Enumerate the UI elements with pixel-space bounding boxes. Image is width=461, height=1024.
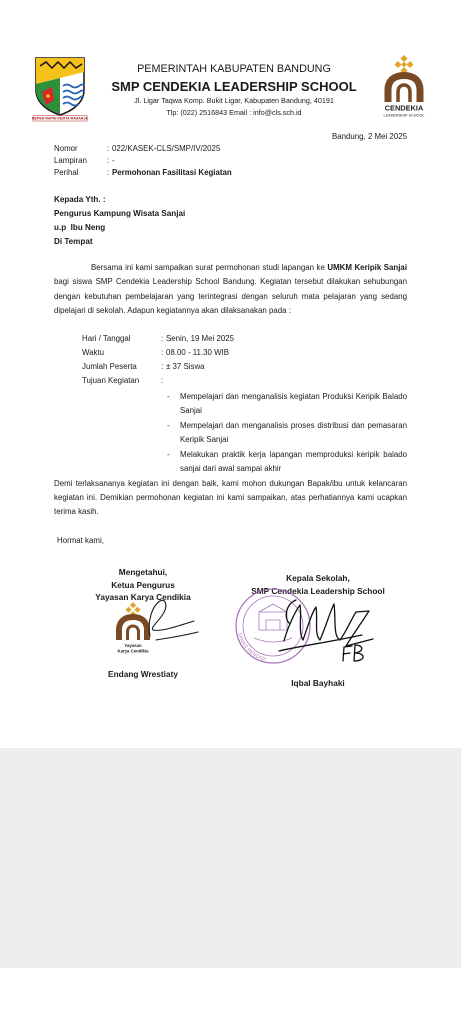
intro-highlight: UMKM Keripik Sanjai bbox=[327, 263, 408, 272]
letterhead-school-name: SMP CENDEKIA LEADERSHIP SCHOOL bbox=[111, 79, 357, 94]
detail-separator: : bbox=[161, 348, 164, 357]
right-signatory-line2: SMP Cendekia Leadership School bbox=[251, 586, 385, 596]
bullet-dash: - bbox=[167, 450, 170, 459]
letterhead-address: Jl. Ligar Taqwa Komp. Bukit Ligar, Kabupaten Bandung, 40191 bbox=[134, 96, 334, 105]
detail-separator: : bbox=[161, 376, 164, 385]
left-signatory-line2: Ketua Pengurus bbox=[111, 579, 175, 590]
right-signatory-title bbox=[238, 572, 398, 598]
left-signatory-line3: Yayasan Karya Cendikia bbox=[95, 592, 191, 602]
crest-motto: REPEH RAPIH KERTA RAHARJA bbox=[31, 116, 89, 121]
detail-value: ± 37 Siswa bbox=[166, 362, 205, 371]
recipient-heading: Kepada Yth. : bbox=[54, 195, 106, 204]
meta-label: Nomor bbox=[54, 144, 78, 153]
intro-paragraph bbox=[54, 261, 407, 318]
recipient-block bbox=[54, 193, 414, 249]
detail-row-time bbox=[82, 346, 412, 360]
goal-text: Mempelajari dan menganalisis proses distribusi dan pemasaran Keripik Sanjai bbox=[180, 421, 407, 444]
detail-label: Hari / Tanggal bbox=[82, 334, 131, 343]
detail-label: Jumlah Peserta bbox=[82, 362, 137, 371]
meta-value: - bbox=[112, 156, 115, 165]
left-signatory-name: Endang Wrestiaty bbox=[108, 669, 178, 679]
recipient-attention: u.p Ibu Neng bbox=[54, 223, 106, 232]
viewer-background bbox=[0, 748, 461, 968]
meta-separator: : bbox=[107, 156, 110, 165]
svg-text:DINAS PENDIDI bbox=[236, 633, 267, 663]
meta-label: Perihal bbox=[54, 168, 79, 177]
goals-list bbox=[167, 390, 407, 477]
recipient-name: Pengurus Kampung Wisata Sanjai bbox=[54, 209, 186, 218]
meta-row-attachment bbox=[54, 155, 414, 167]
right-logo-name: CENDEKIA bbox=[384, 103, 424, 113]
intro-text: bagi siswa SMP Cendekia Leadership School Bandung. Kegiatan tersebut dilakukan sehubungan dengan kebutuhan pembelajaran yang terintegrasi dengan seluruh mata pelajaran yang sedang dipelajari di sekolah. Adapun kegiatannya akan dilaksanakan pada : bbox=[54, 277, 407, 315]
list-item bbox=[167, 419, 407, 447]
recipient-location: Di Tempat bbox=[54, 237, 93, 246]
school-stamp bbox=[236, 589, 310, 663]
detail-separator: : bbox=[161, 362, 164, 371]
meta-value: Permohonan Fasilitasi Kegiatan bbox=[112, 168, 232, 177]
meta-row-number bbox=[54, 143, 414, 155]
bullet-dash: - bbox=[167, 392, 170, 401]
detail-row-participants bbox=[82, 360, 412, 374]
bandung-regency-crest-icon bbox=[30, 56, 90, 122]
meta-label: Lampiran bbox=[54, 156, 87, 165]
detail-row-goals bbox=[82, 374, 412, 388]
detail-separator: : bbox=[161, 334, 164, 343]
detail-row-date bbox=[82, 332, 412, 346]
stamp-text: DINAS PENDIDI bbox=[236, 633, 267, 663]
list-item bbox=[167, 390, 407, 418]
goal-text: Mempelajari dan menganalisis kegiatan Produksi Keripik Balado Sanjai bbox=[180, 392, 407, 415]
letter-meta bbox=[54, 143, 414, 179]
salutation: Hormat kami, bbox=[57, 536, 104, 545]
activity-details bbox=[82, 332, 412, 388]
left-signatory-title bbox=[83, 566, 203, 604]
detail-label: Tujuan Kegiatan bbox=[82, 376, 140, 385]
meta-separator: : bbox=[107, 144, 110, 153]
cendekia-school-logo-icon bbox=[376, 55, 432, 119]
list-item bbox=[167, 448, 407, 476]
detail-value: 08.00 - 11.30 WIB bbox=[166, 348, 230, 357]
meta-separator: : bbox=[107, 168, 110, 177]
place-date: Bandung, 2 Mei 2025 bbox=[331, 132, 407, 141]
closing-paragraph: Demi terlaksananya kegiatan ini dengan baik, kami mohon dukungan Bapak/ibu untuk kelancaran kegiatan ini. Demikian permohonan kegiatan ini kami sampaikan, atas perhatiannya kami ucapkan terima kasih. bbox=[54, 479, 407, 517]
yayasan-logo-text: Yayasan bbox=[124, 643, 142, 648]
bullet-dash: - bbox=[167, 421, 170, 430]
yayasan-logo-icon bbox=[111, 600, 155, 656]
intro-text: Bersama ini kami sampaikan surat permohonan studi lapangan ke bbox=[91, 263, 328, 272]
left-signatory-line1: Mengetahui, bbox=[118, 567, 168, 577]
detail-value: Senin, 19 Mei 2025 bbox=[166, 334, 234, 343]
meta-value: 022/KASEK-CLS/SMP/IV/2025 bbox=[112, 144, 221, 153]
left-signature bbox=[149, 600, 198, 640]
right-signature bbox=[279, 600, 373, 661]
meta-row-subject bbox=[54, 167, 414, 179]
right-signatory-name: Iqbal Bayhaki bbox=[291, 678, 345, 688]
right-signatory-line1: Kepala Sekolah, bbox=[286, 573, 350, 583]
detail-label: Waktu bbox=[82, 348, 105, 357]
goal-text: Melakukan praktik kerja lapangan memproduksi keripik balado sanjai dari awal sampai akhir bbox=[180, 450, 407, 473]
letterhead-contact: Tlp: (022) 2516843 Email : info@cls.sch.id bbox=[166, 108, 302, 117]
right-logo-subtitle: LEADERSHIP SCHOOL bbox=[383, 113, 425, 118]
yayasan-logo-text: Karya Cendikia bbox=[117, 648, 149, 654]
letterhead-government: PEMERINTAH KABUPATEN BANDUNG bbox=[137, 63, 331, 75]
